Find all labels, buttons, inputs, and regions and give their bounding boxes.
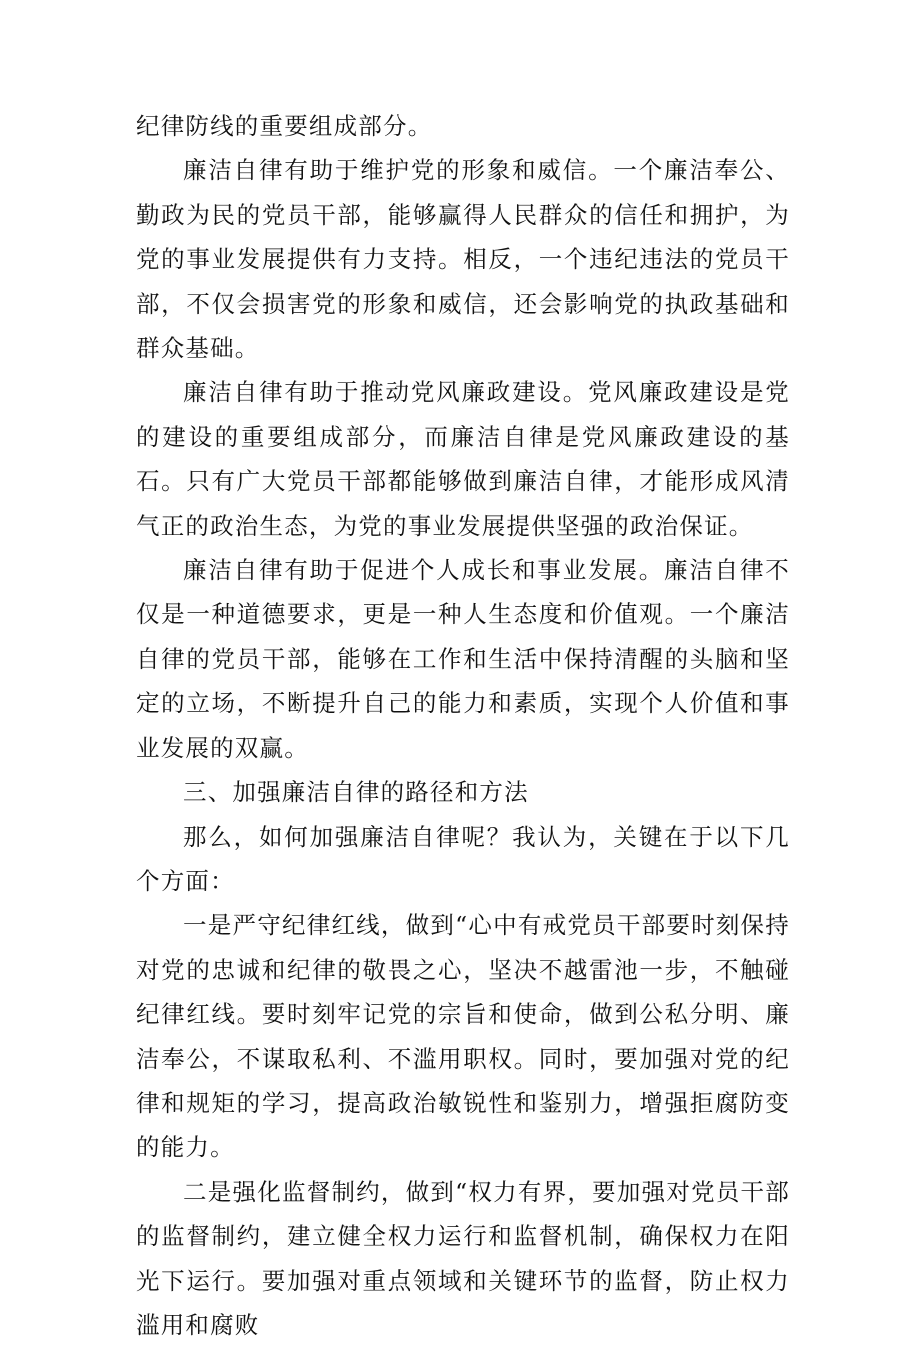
paragraph-party-image: 廉洁自律有助于维护党的形象和威信。一个廉洁奉公、勤政为民的党员干部，能够赢得人民群众的信任和拥护，为党的事业发展提供有力支持。相反，一个违纪违法的党员干部，不仅会损害党的形象和威信，还会影响党的执政基础和群众基础。 xyxy=(136,156,790,363)
paragraph-personal-growth: 廉洁自律有助于促进个人成长和事业发展。廉洁自律不仅是一种道德要求，更是一种人生态度和价值观。一个廉洁自律的党员干部，能够在工作和生活中保持清醒的头脑和坚定的立场，不断提升自己的能力和素质，实现个人价值和事业发展的双赢。 xyxy=(136,556,790,762)
paragraph-point-two: 二是强化监督制约，做到“权力有界，要加强对党员干部的监督制约，建立健全权力运行和监督机制，确保权力在阳光下运行。要加强对重点领域和关键环节的监督，防止权力滥用和腐败 xyxy=(136,1177,790,1339)
paragraph-party-building: 廉洁自律有助于推动党风廉政建设。党风廉政建设是党的建设的重要组成部分，而廉洁自律是党风廉政建设的基石。只有广大党员干部都能够做到廉洁自律，才能形成风清气正的政治生态，为党的事业发展提供坚强的政治保证。 xyxy=(136,378,790,540)
section-heading: 三、加强廉洁自律的路径和方法 xyxy=(183,778,529,807)
paragraph-point-one: 一是严守纪律红线，做到“心中有戒党员干部要时刻保持对党的忠诚和纪律的敬畏之心，坚决不越雷池一步，不触碰纪律红线。要时刻牢记党的宗旨和使命，做到公私分明、廉洁奉公，不谋取私利、不滥用职权。同时，要加强对党的纪律和规矩的学习，提高政治敏锐性和鉴别力，增强拒腐防变的能力。 xyxy=(136,911,790,1162)
paragraph-how-to: 那么，如何加强廉洁自律呢？我认为，关键在于以下几个方面： xyxy=(136,822,790,895)
document-body xyxy=(136,104,790,1347)
paragraph-continuation: 纪律防线的重要组成部分。 xyxy=(136,112,433,140)
